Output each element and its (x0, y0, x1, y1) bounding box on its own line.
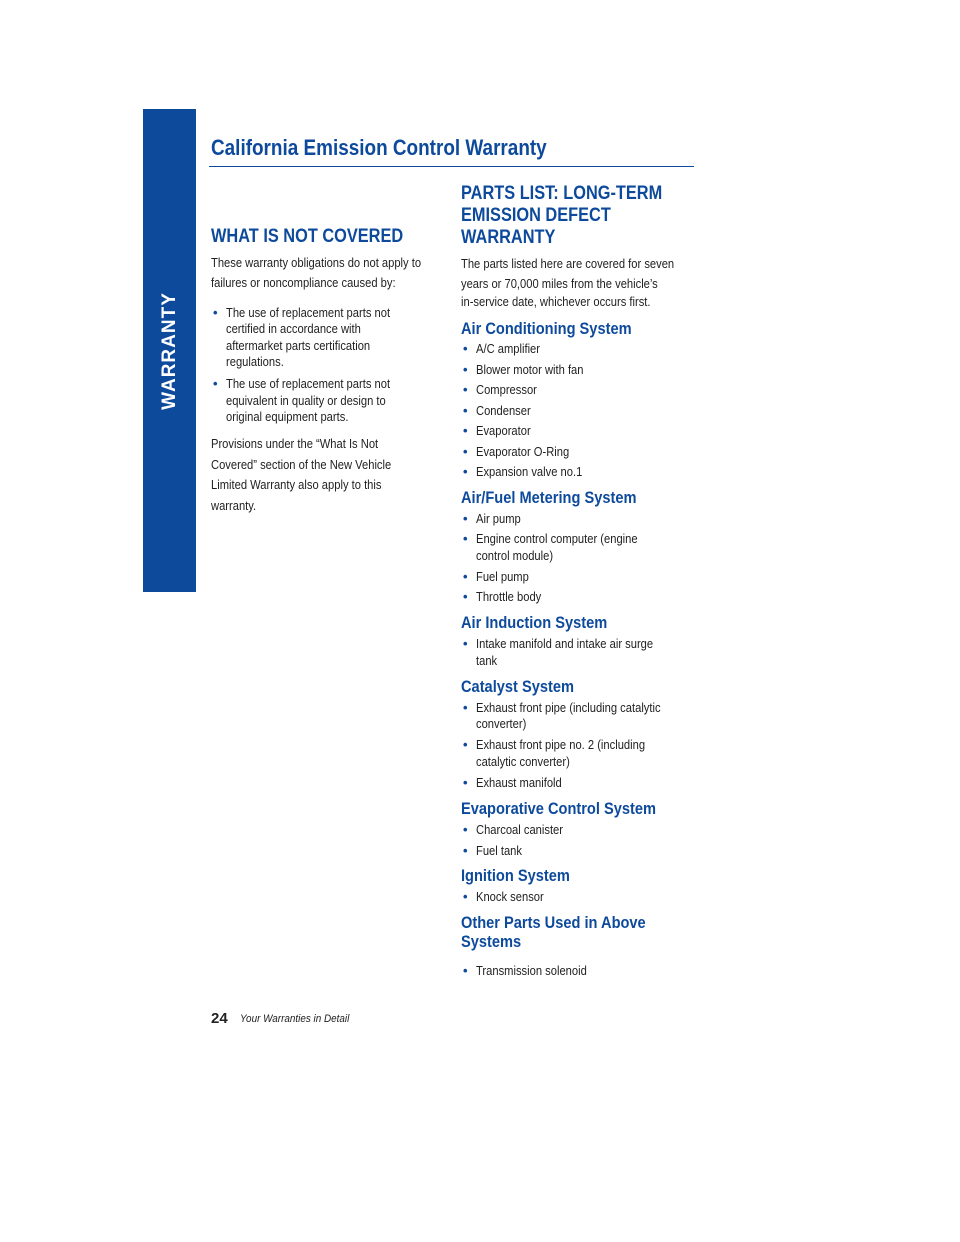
catalyst-item: Exhaust front pipe no. 2 (including (476, 737, 646, 752)
ac-item: Blower motor with fan (476, 362, 584, 377)
not-covered-heading: WHAT IS NOT COVERED (211, 226, 404, 247)
sidebar-label: WARRANTY (158, 291, 180, 410)
section-title-fuel: Air/Fuel Metering System (461, 488, 637, 507)
footer-text: Your Warranties in Detail (240, 1013, 350, 1025)
bullet-icon: • (463, 511, 468, 526)
ac-item: Compressor (476, 382, 537, 397)
bullet-icon: • (463, 589, 468, 604)
bullet-icon: • (463, 444, 468, 459)
parts-list-heading-1: PARTS LIST: LONG-TERM (461, 183, 663, 204)
catalyst-item: Exhaust manifold (476, 775, 562, 790)
bullet-icon: • (463, 362, 468, 377)
section-title-ac: Air Conditioning System (461, 319, 632, 338)
page-number: 24 (211, 1010, 228, 1027)
parts-list-heading-2: EMISSION DEFECT (461, 205, 611, 226)
other-item: Transmission solenoid (476, 963, 587, 978)
parts-intro-1: The parts listed here are covered for seven (461, 256, 675, 271)
bullet-icon: • (463, 963, 468, 978)
ignition-item: Knock sensor (476, 889, 544, 904)
not-covered-bullet-1-line-3: aftermarket parts certification (226, 338, 371, 353)
section-title-evap: Evaporative Control System (461, 799, 657, 818)
bullet-icon: • (463, 382, 468, 397)
section-title-catalyst: Catalyst System (461, 677, 574, 696)
title-rule (209, 166, 694, 167)
bullet-icon: • (463, 403, 468, 418)
provisions-line-1: Provisions under the “What Is Not (211, 436, 379, 451)
page-title: California Emission Control Warranty (211, 135, 547, 160)
ac-item: Condenser (476, 403, 531, 418)
bullet-icon: • (463, 775, 468, 790)
not-covered-bullet-1-line-4: regulations. (226, 354, 284, 369)
parts-list-heading-3: WARRANTY (461, 227, 556, 248)
section-title-induction: Air Induction System (461, 613, 608, 632)
parts-intro-3: in-service date, whichever occurs first. (461, 294, 651, 309)
bullet-icon: • (463, 843, 468, 858)
not-covered-bullet-1-line-1: The use of replacement parts not (226, 305, 391, 320)
fuel-item-continued: control module) (476, 548, 554, 563)
bullet-icon: • (463, 531, 468, 546)
ac-item: Evaporator O-Ring (476, 444, 570, 459)
evap-item: Fuel tank (476, 843, 522, 858)
evap-item: Charcoal canister (476, 822, 563, 837)
not-covered-bullet-1-line-2: certified in accordance with (226, 321, 361, 336)
bullet-icon: • (463, 464, 468, 479)
bullet-icon: • (463, 341, 468, 356)
fuel-item: Air pump (476, 511, 521, 526)
not-covered-bullet-2-line-3: original equipment parts. (226, 409, 349, 424)
bullet-icon: • (463, 822, 468, 837)
ac-item: Expansion valve no.1 (476, 464, 583, 479)
section-title-other-2: Systems (461, 932, 522, 951)
bullet-icon: • (463, 423, 468, 438)
not-covered-bullet-2-line-2: equivalent in quality or design to (226, 393, 386, 408)
bullet-icon: • (463, 889, 468, 904)
catalyst-item-continued: catalytic converter) (476, 754, 570, 769)
not-covered-intro-1: These warranty obligations do not apply to (211, 255, 422, 270)
bullet-icon: • (463, 737, 468, 752)
section-title-other-1: Other Parts Used in Above (461, 913, 646, 932)
provisions-line-3: Limited Warranty also apply to this (211, 477, 382, 492)
induction-item: Intake manifold and intake air surge (476, 636, 654, 651)
bullet-icon: • (463, 636, 468, 651)
bullet-icon: • (213, 305, 218, 320)
section-title-ignition: Ignition System (461, 866, 570, 885)
bullet-icon: • (213, 376, 218, 391)
induction-item-continued: tank (476, 653, 498, 668)
provisions-line-2: Covered” section of the New Vehicle (211, 457, 392, 472)
parts-intro-2: years or 70,000 miles from the vehicle’s (461, 276, 658, 291)
catalyst-item-continued: converter) (476, 716, 527, 731)
ac-item: A/C amplifier (476, 341, 541, 356)
ac-item: Evaporator (476, 423, 531, 438)
catalyst-item: Exhaust front pipe (including catalytic (476, 700, 661, 715)
not-covered-bullet-2-line-1: The use of replacement parts not (226, 376, 391, 391)
provisions-line-4: warranty. (211, 498, 257, 513)
not-covered-intro-2: failures or noncompliance caused by: (211, 275, 396, 290)
fuel-item: Engine control computer (engine (476, 531, 638, 546)
fuel-item: Throttle body (476, 589, 542, 604)
fuel-item: Fuel pump (476, 569, 529, 584)
bullet-icon: • (463, 700, 468, 715)
bullet-icon: • (463, 569, 468, 584)
